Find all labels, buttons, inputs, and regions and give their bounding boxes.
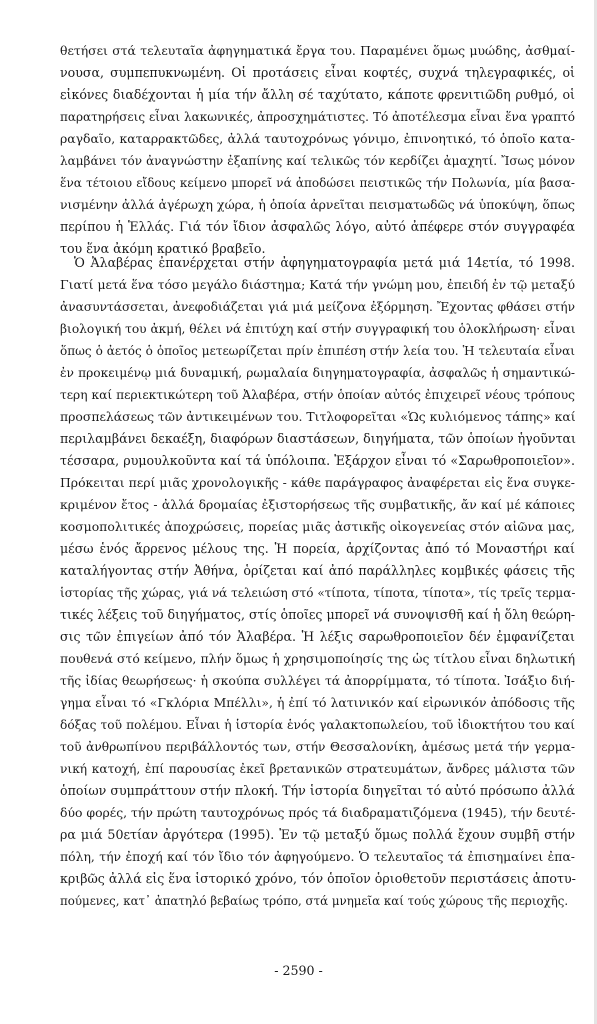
text-line: ρα μιά 50ετίαν ἀργότερα (1995). Ἐν τῷ μεταξύ ὅμως πολλά ἔχουν συμβῆ στήν [60, 827, 575, 842]
text-line: ἱστορίας τῆς χώρας, γιά νά τελειώση στό «τίποτα, τίποτα, τίποτα», τίς τρεῖς τερμα- [60, 586, 576, 600]
text-line: του ἕνα ἀκόμη κρατικό βραβεῖο. [60, 241, 266, 256]
text-line: πόλη, τήν ἐποχή καί τόν ἴδιο τόν ἀφηγούμενο. Ὁ τελευταῖος τά ἐπισημαίνει ἐπα- [60, 849, 575, 864]
text-line: νική κατοχή, ἐπί παρουσίας ἐκεῖ βρετανικῶν στρατευμάτων, ἄνδρες μάλιστα τῶν [60, 762, 575, 776]
text-line: τικές λέξεις τοῦ διηγήματος, στίς ὁποῖες μπορεῖ νά συνοψισθῆ καί ἡ ὅλη θεώρη- [60, 607, 576, 622]
text-line: ἀνασυντάσσεται, ἀνεφοδιάζεται γιά μιά μείζονα ἐξόρμηση. Ἔχοντας φθάσει στήν [60, 300, 575, 314]
text-line: κριβῶς ἀλλά εἰς ἕνα ἱστορικό χρόνο, τόν ὁποῖον ὁριοθετοῦν περιστάσεις ἀποτυ- [60, 871, 576, 886]
text-line: πουθενά στό κείμενο, πλήν ὅμως ἡ χρησιμοποίησίς της ὡς τίτλου εἶναι δηλωτική [60, 651, 575, 666]
text-line: βιολογική του ἀκμή, θέλει νά ἐπιτύχη καί στήν συγγραφική του ὁλοκλήρωση· εἶναι [60, 322, 576, 336]
text-line: ραγδαῖο, καταρρακτῶδες, ἀλλά ταυτοχρόνως γόνιμο, ἐπινοητικό, τό ὁποῖο κατα- [60, 131, 575, 146]
text-line: ὅπως ὁ ἀετός ὁ ὁποῖος μετεωρίζεται πρίν ἐπιπέση στήν λεία του. Ἡ τελευταία εἶναι [60, 344, 575, 358]
text-line: νισμένην ἀλλά ἀγέρωχη χώρα, ἡ ὁποία ἀρνεῖται πεισματωδῶς νά ὑποκύψη, ὅπως [60, 197, 575, 212]
text-line: πούμενες, κατ᾽ ἀπατηλό βεβαίως τρόπο, στά μνημεῖα καί τούς χώρους τῆς περιοχῆς. [60, 894, 569, 908]
text-line: εἰκόνες διαδέχονται ἡ μία τήν ἄλλη σέ ταχύτατο, κάποτε φρενιτιῶδη ρυθμό, οἱ [60, 87, 575, 102]
text-line: περιλαμβάνει δεκαέξη, διαφόρων διαστάσεων, διηγήματα, τῶν ὁποίων ἡγοῦνται [60, 431, 576, 446]
text-line: νουσα, συμπεπυκνωμένη. Οἱ προτάσεις εἶναι κοφτές, συχνά τηλεγραφικές, οἱ [60, 65, 575, 80]
page-number: - 2590 - [274, 963, 323, 978]
text-line: ἐν προκειμένῳ μιά δυναμική, ρωμαλαία διηγηματογραφία, ἀσφαλῶς ἡ σημαντικώ- [60, 366, 575, 380]
text-line: μέσω ἑνός ἄρρενος μέλους της. Ἡ πορεία, ἀρχίζοντας ἀπό τό Μοναστήρι καί [60, 541, 575, 556]
text-line: Πρόκειται περί μιᾶς χρονολογικῆς - κάθε παράγραφος ἀναφέρεται εἰς ἕνα συγκε- [60, 475, 575, 490]
text-line: κριμένον ἔτος - ἀλλά δρομαίας ἐξιστορήσεως τῆς συμβατικῆς, ἄν καί μέ κάποιες [60, 497, 575, 512]
text-line: κοσμοπολιτικές ἀποχρώσεις, πορείας μιᾶς ἀστικῆς οἰκογενείας στόν αἰῶνα μας, [60, 519, 575, 534]
text-line: Ὁ Ἀλαβέρας ἐπανέρχεται στήν ἀφηγηματογραφία μετά μιά 14ετία, τό 1998. [74, 255, 575, 270]
text-line: τερη καί περιεκτικώτερη τοῦ Ἀλαβέρα, στήν ὁποίαν αὐτός ἐπιχειρεῖ νέους τρόπους [60, 388, 575, 402]
text-line: τέσσαρα, ρυμουλκοῦντα καί τά ὑπόλοιπα. Ἐξάρχον εἶναι τό «Σαρωθροποιεῖον». [60, 453, 575, 468]
text-line: παρατηρήσεις εἶναι λακωνικές, ἀπροσχημάτιστες. Τό ἀποτέλεσμα εἶναι ἕνα γραπτό [60, 110, 575, 124]
text-line: Γιατί μετά ἕνα τόσο μεγάλο διάστημα; Κατά τήν γνώμη μου, ἐπειδή ἐν τῷ μεταξύ [60, 277, 576, 292]
text-line: καταλήγοντας στήν Ἀθήνα, ὁρίζεται καί ἀπό παράλληλες κομβικές φάσεις τῆς [60, 563, 575, 578]
text-line: προσπελάσεως τῶν ἀντικειμένων του. Τιτλοφορεῖται «Ὡς κυλιόμενος τάπης» καί [60, 409, 576, 424]
text-line: περίπου ἡ Ἑλλάς. Γιά τόν ἴδιον ἀσφαλῶς λόγο, αὐτό ἀπέφερε στόν συγγραφέα [60, 219, 575, 234]
text-line: ὁποίων συμπράττουν στήν πλοκή. Τήν ἱστορία διηγεῖται τό αὐτό πρόσωπο ἀλλά [60, 783, 575, 798]
text-line: σις τῶν ἐπιγείων ἀπό τόν Ἀλαβέρα. Ἡ λέξις σαρωθροποιεῖον δέν ἐμφανίζεται [60, 629, 575, 644]
text-line: δόξας τοῦ πολέμου. Εἶναι ἡ ἱστορία ἑνός γαλακτοπωλείου, τοῦ ἰδιοκτήτου του καί [60, 718, 575, 732]
text-line: τοῦ ἀνθρωπίνου περιβάλλοντός των, στήν Θεσσαλονίκη, ἀμέσως μετά τήν γερμα- [60, 740, 575, 754]
text-line: δύο φορές, τήν πρώτη ταυτοχρόνως πρός τά διαδραματιζόμενα (1945), τήν δευτέ- [60, 805, 576, 820]
text-line: λαμβάνει τόν ἀναγνώστην ἐξαπίνης καί τελικῶς τόν κερδίζει ἀμαχητί. Ἴσως μόνον [60, 154, 575, 168]
text-line: τῆς ἰδίας θεωρήσεως· ἡ σκούπα συλλέγει τά ἀπορρίμματα, τό τίποτα. Ἰσάξιο διή- [60, 673, 575, 688]
text-line: ἕνα τέτοιου εἴδους κείμενο μπορεῖ νά ἀποδώσει πειστικῶς τήν Πολωνία, μία βασα- [60, 176, 575, 190]
text-line: γημα εἶναι τό «Γκλόρια Μπέλλι», ἡ ἐπί τό λατινικόν καί εἰρωνικόν ἀπόδοσις τῆς [60, 695, 575, 710]
text-line: θετήσει στά τελευταῖα ἀφηγηματικά ἔργα του. Παραμένει ὅμως μυώδης, ἀσθμαί- [60, 43, 575, 58]
